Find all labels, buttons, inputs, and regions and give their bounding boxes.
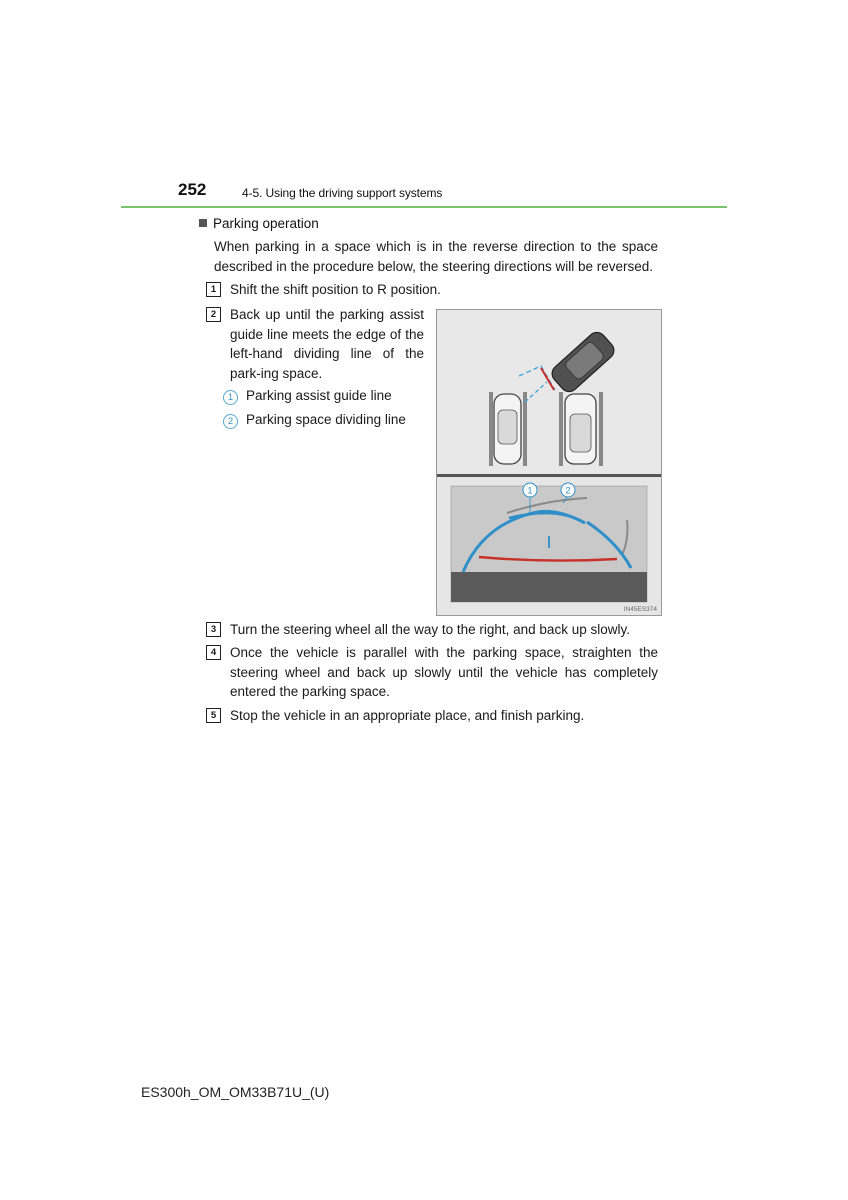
legend-text: Parking space dividing line bbox=[246, 412, 406, 427]
intro-paragraph: When parking in a space which is in the reverse direction to the space described in the procedure below, the steering directions will be reversed. bbox=[214, 239, 658, 274]
legend-text: Parking assist guide line bbox=[246, 388, 392, 403]
callout-2-label: 2 bbox=[565, 485, 571, 496]
space-line bbox=[523, 392, 527, 466]
step-number: 5 bbox=[206, 708, 221, 723]
parking-diagram bbox=[437, 310, 662, 616]
header-rule bbox=[121, 206, 727, 208]
step-text: Back up until the parking assist guide line meets the edge of the left-hand dividing line of the park-ing space. bbox=[230, 307, 424, 381]
figure-code: IN45ES374 bbox=[623, 606, 657, 613]
parked-car-right-icon bbox=[565, 394, 596, 464]
step-text: Stop the vehicle in an appropriate place, and finish parking. bbox=[230, 708, 585, 723]
bumper-area bbox=[451, 572, 647, 602]
callout-number: 1 bbox=[223, 390, 238, 405]
page-number: 252 bbox=[178, 180, 207, 199]
space-line bbox=[559, 392, 563, 466]
step-number: 1 bbox=[206, 282, 221, 297]
step-text: Once the vehicle is parallel with the parking space, straighten the steering wheel and back up slowly until the vehicle has completely entered the parking space. bbox=[230, 645, 658, 699]
step-number: 2 bbox=[206, 307, 221, 322]
subhead bbox=[199, 216, 319, 231]
step-number: 3 bbox=[206, 622, 221, 637]
footer-doc-id: ES300h_OM_OM33B71U_(U) bbox=[141, 1084, 330, 1100]
step-number: 4 bbox=[206, 645, 221, 660]
top-view-background bbox=[437, 310, 662, 475]
parking-illustration bbox=[436, 309, 662, 616]
legend-item-dividing-line bbox=[223, 410, 406, 429]
parked-car-left-icon bbox=[494, 394, 521, 464]
subhead-text: Parking operation bbox=[213, 216, 319, 231]
step-text: Shift the shift position to R position. bbox=[230, 282, 441, 297]
callout-1-label: 1 bbox=[527, 485, 533, 496]
space-line bbox=[599, 392, 603, 466]
legend-item-guide-line bbox=[223, 386, 392, 405]
step-text: Turn the steering wheel all the way to the right, and back up slowly. bbox=[230, 622, 630, 637]
callout-number: 2 bbox=[223, 414, 238, 429]
section-title: 4-5. Using the driving support systems bbox=[242, 186, 443, 200]
figure-divider bbox=[437, 474, 662, 477]
space-line bbox=[489, 392, 493, 466]
bullet-square-icon bbox=[199, 219, 207, 227]
